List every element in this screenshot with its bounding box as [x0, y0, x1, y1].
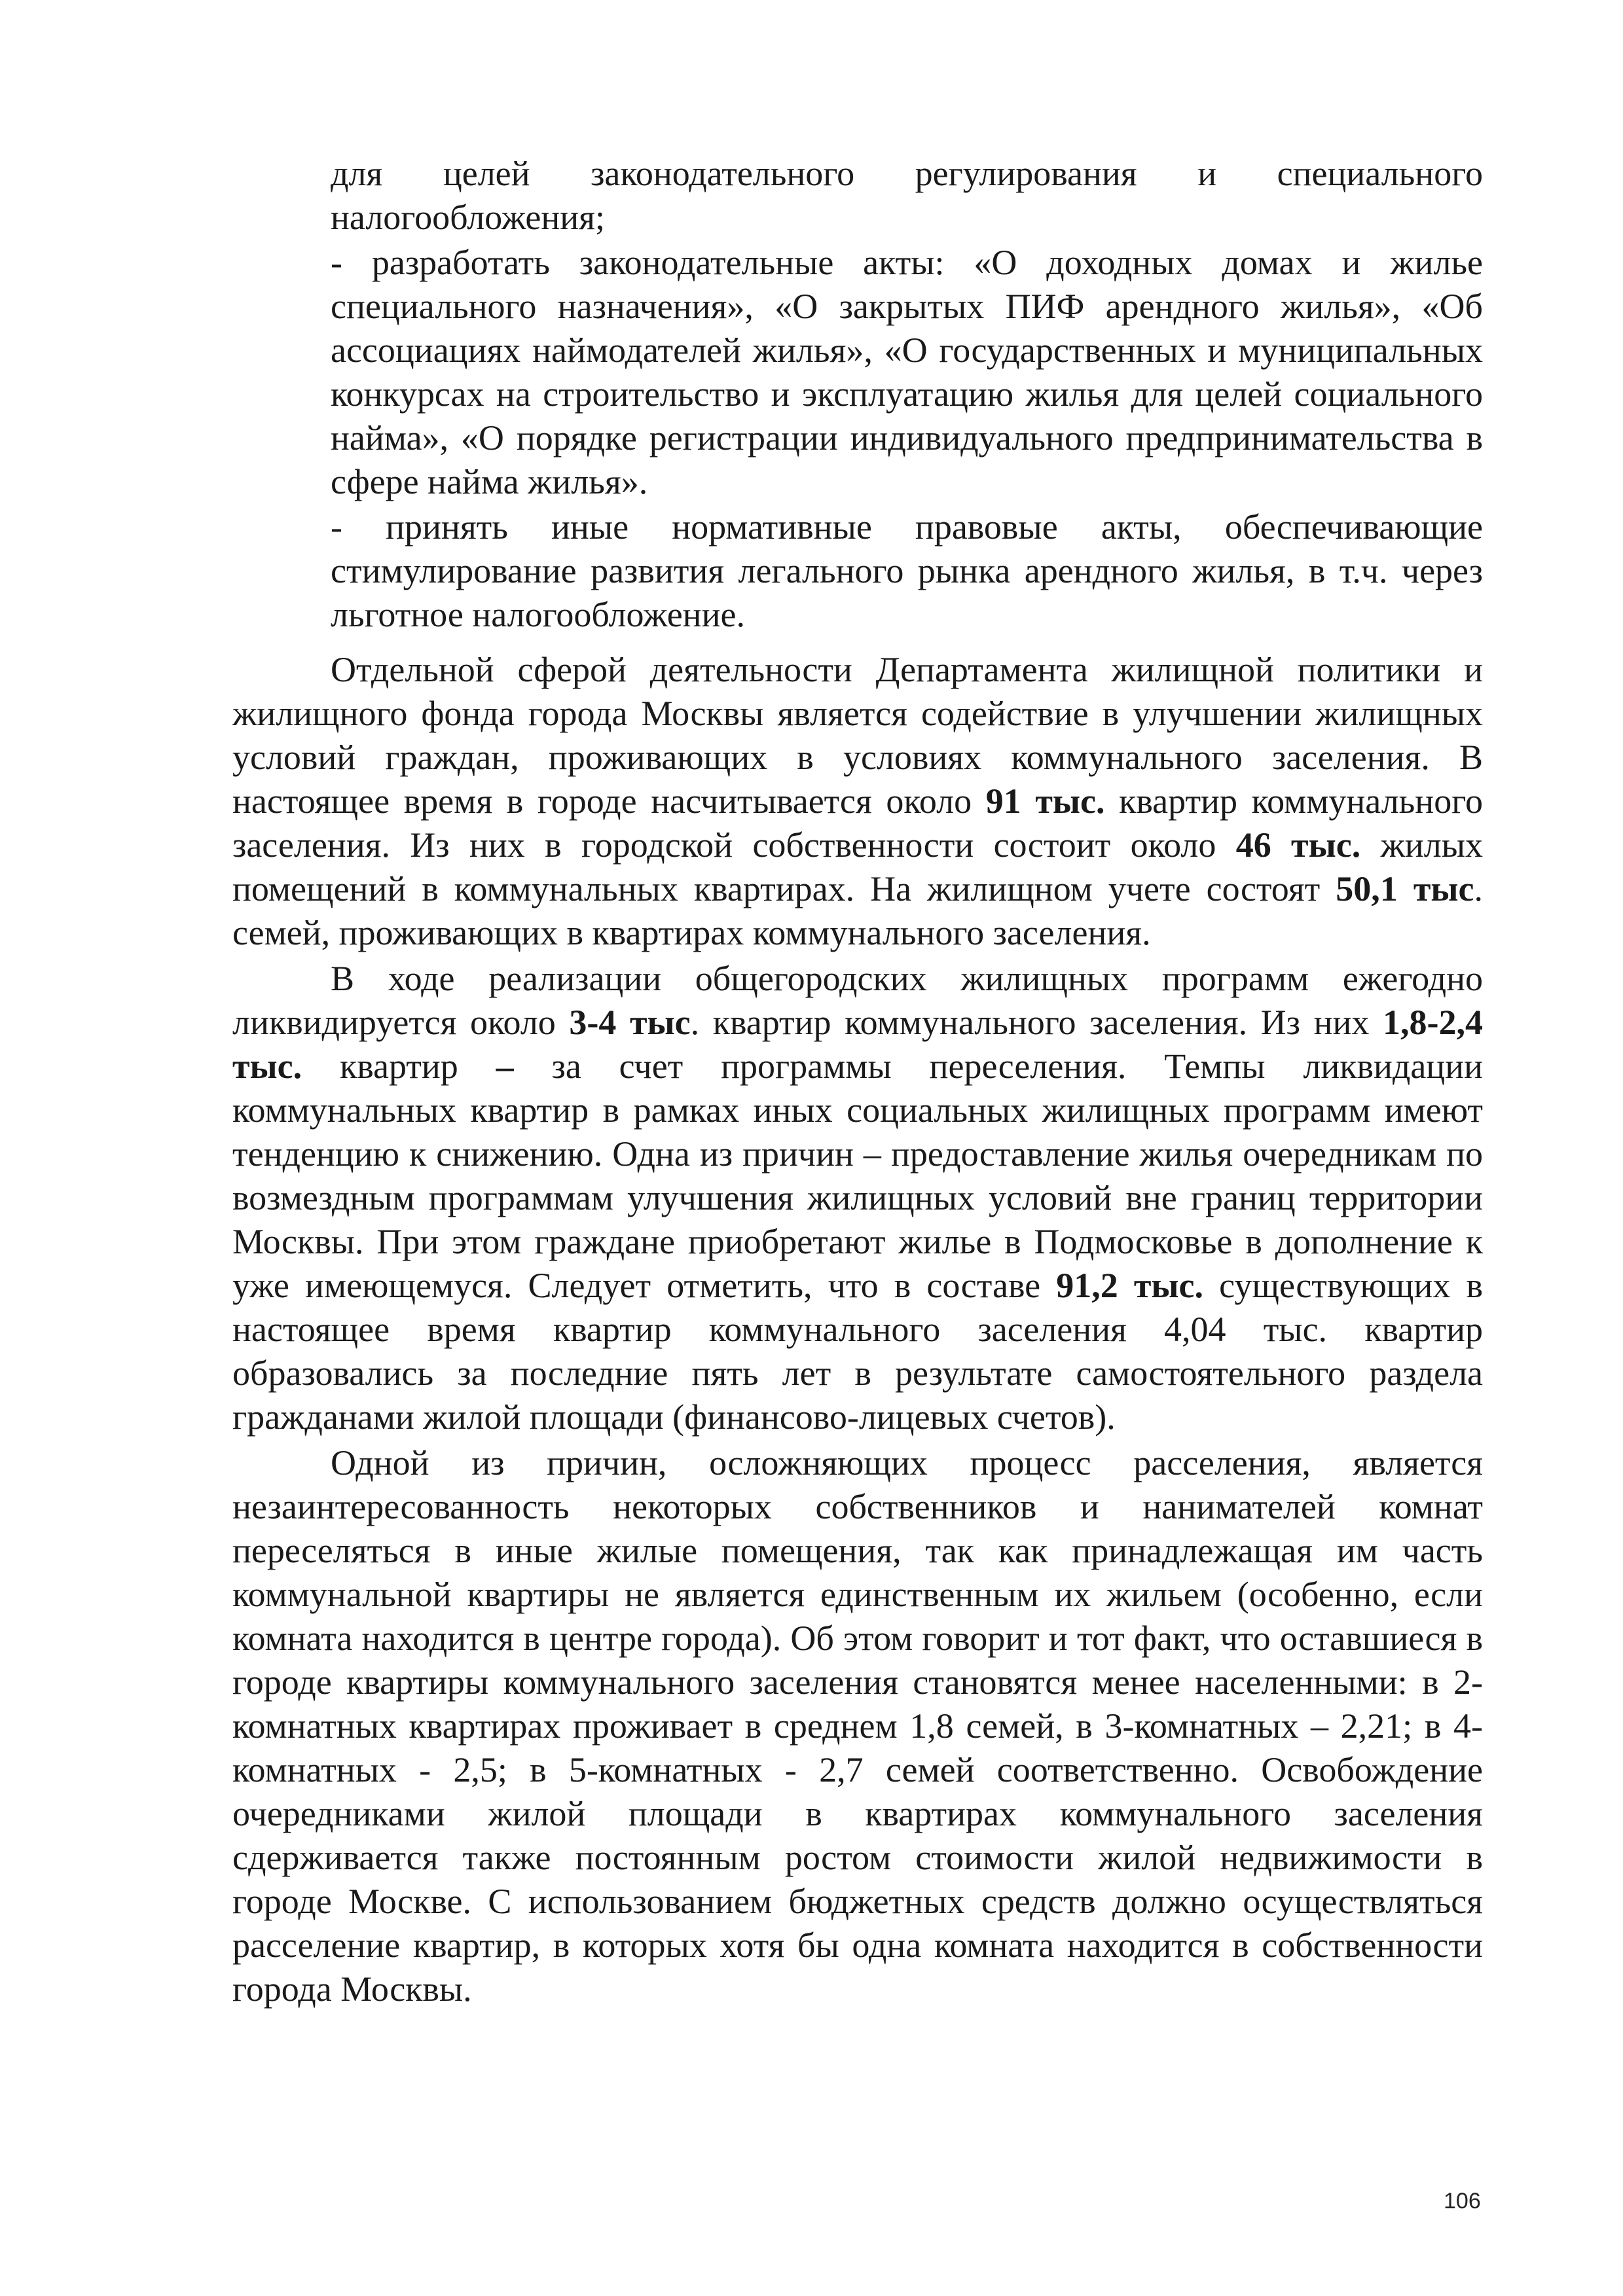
bold-figure: 46 тыс.	[1235, 825, 1361, 865]
text-run: жилых помещений в коммунальных квартирах. На жилищном учете состоят	[232, 825, 1483, 908]
body-text	[232, 648, 1483, 2013]
text-run: . квартир коммунального заселения. Из них	[690, 1003, 1383, 1042]
bold-figure: 91,2 тыс.	[1056, 1266, 1204, 1305]
text-run: . семей, проживающих в квартирах коммунального заселения.	[232, 869, 1483, 952]
list-item-draft-laws: - разработать законодательные акты: «О доходных домах и жилье специального назначения», «О закрытых ПИФ арендного жилья», «Об ассоциациях наймодателей жилья», «О государственных и муниципальных конкурсах на строительство и эксплуатацию жилья для целей социального найма», «О порядке регистрации индивидуального предпринимательства в сфере найма жилья».	[331, 243, 1483, 501]
bold-dash: –	[496, 1047, 514, 1086]
bullet-list	[331, 152, 1483, 638]
list-item-other-acts: - принять иные нормативные правовые акты, обеспечивающие стимулирование развития легального рынка арендного жилья, в т.ч. через льготное налогообложение.	[331, 507, 1483, 634]
bold-figure: 3-4 тыс	[569, 1003, 691, 1042]
text-run: за счет программы переселения. Темпы ликвидации коммунальных квартир в рамках иных социальных жилищных программ имеют тенденцию к снижению. Одна из причин – предоставление жилья очередникам по возмездным программам улучшения жилищных условий вне границ территории Москвы. При этом граждане приобретают жилье в Подмосковье в дополнение к уже имеющемуся. Следует отметить, что в составе	[232, 1047, 1483, 1305]
text-run: существующих в настоящее время квартир коммунального заселения 4,04 тыс. квартир образовались за последние пять лет в результате самостоятельного раздела гражданами жилой площади (финансово-лицевых счетов).	[232, 1266, 1483, 1437]
paragraph-liquidation	[232, 957, 1483, 1439]
paragraph-resettlement: Одной из причин, осложняющих процесс расселения, является незаинтересованность некоторых собственников и нанимателей комнат переселяться в иные жилые помещения, так как принадлежащая им часть коммунальной квартиры не является единственным их жильем (особенно, если комната находится в центре города). Об этом говорит и тот факт, что оставшиеся в городе квартиры коммунального заселения становятся менее населенными: в 2-комнатных квартирах проживает в среднем 1,8 семей, в 3-комнатных – 2,21; в 4-комнатных - 2,5; в 5-комнатных - 2,7 семей соответственно. Освобождение очередниками жилой площади в квартирах коммунального заселения сдерживается также постоянным ростом стоимости жилой недвижимости в городе Москве. С использованием бюджетных средств должно осуществляться расселение квартир, в которых хотя бы одна комната находится в собственности города Москвы.	[232, 1443, 1483, 2009]
bold-figure: 50,1 тыс	[1336, 869, 1474, 908]
paragraph-communal-housing	[232, 648, 1483, 955]
text-run: Отдельной сферой деятельности Департамента жилищной политики и жилищного фонда города Москвы является содействие в улучшении жилищных условий граждан, проживающих в условиях коммунального заселения. В настоящее время в городе насчитывается около	[232, 650, 1483, 821]
page-number: 106	[1444, 2189, 1481, 2214]
text-run: квартир	[302, 1047, 496, 1086]
text-run: квартир коммунального заселения. Из них в городской собственности состоит около	[232, 781, 1484, 865]
list-item-continuation: для целей законодательного регулирования и специального налогообложения;	[331, 154, 1483, 237]
bold-figure: 1,8-2,4 тыс.	[232, 1003, 1483, 1086]
text-run: В ходе реализации общегородских жилищных программ ежегодно ликвидируется около	[232, 959, 1483, 1042]
bold-figure: 91 тыс.	[985, 781, 1105, 821]
